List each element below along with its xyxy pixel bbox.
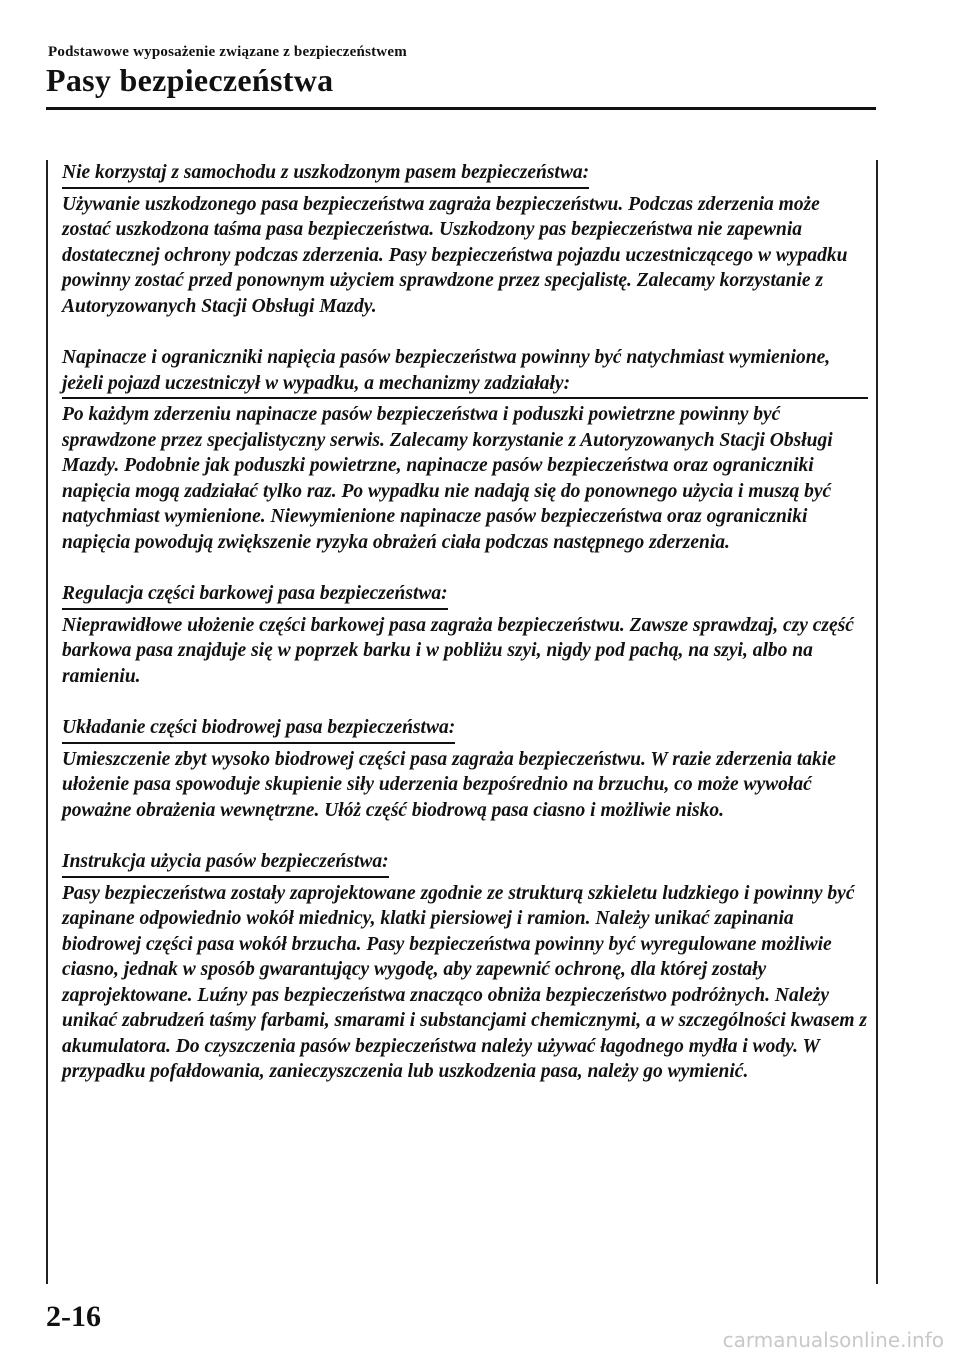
warning-text: Pasy bezpieczeństwa zostały zaprojektowane zgodnie ze strukturą szkieletu ludzkiego i powinny być zapinane odpowiednio wokół miednicy, klatki piersiowej i ramion. Należy unikać zapinania biodrowej części pasa wokół brzucha. Pasy bezpieczeństwa powinny być wyregulowane możliwie ciasno, jednak w sposób gwarantujący wygodę, aby zapewnić ochronę, dla której zostały zaprojektowane. Luźny pas bezpieczeństwa znacząco obniża bezpieczeństwo podróżnych. Należy unikać zabrudzeń taśmy farbami, smarami i substancjami chemicznymi, a w szczególności kwasem z akumulatora. Do czyszczenia pasów bezpieczeństwa należy używać łagodnego mydła i wody. W przypadku pofałdowania, zanieczyszczenia lub uszkodzenia pasa, należy go wymienić. bbox=[62, 882, 867, 1082]
warning-heading: Instrukcja użycia pasów bezpieczeństwa: bbox=[62, 849, 389, 878]
warning-text: Umieszczenie zbyt wysoko biodrowej części pasa zagraża bezpieczeństwu. W razie zderzenia takie ułożenie pasa spowoduje skupienie siły uderzenia bezpośrednio na brzuchu, co może wywołać poważne obrażenia wewnętrzne. Ułóż część biodrową pasa ciasno i możliwie nisko. bbox=[62, 748, 836, 821]
warning-right-bar bbox=[876, 160, 878, 1284]
warning-text: Używanie uszkodzonego pasa bezpieczeństwa zagraża bezpieczeństwu. Podczas zderzenia może zostać uszkodzona taśma pasa bezpieczeństwa. Uszkodzony pas bezpieczeństwa nie zapewnia dostatecznej ochrony podczas zderzenia. Pasy bezpieczeństwa pojazdu uczestniczącego w wypadku powinny zostać przed ponownym użyciem sprawdzone przez specjalistę. Zalecamy korzystanie z Autoryzowanych Stacji Obsługi Mazdy. bbox=[62, 193, 848, 317]
warning-block bbox=[62, 581, 868, 689]
page-number: 2-16 bbox=[46, 1300, 101, 1333]
warning-heading: Układanie części biodrowej pasa bezpieczeństwa: bbox=[62, 715, 455, 744]
header-divider bbox=[46, 107, 876, 110]
warning-heading: Nie korzystaj z samochodu z uszkodzonym pasem bezpieczeństwa: bbox=[62, 160, 589, 189]
warning-left-bar bbox=[46, 160, 48, 1284]
warning-block bbox=[62, 345, 868, 555]
warning-block bbox=[62, 715, 868, 823]
warning-block bbox=[62, 849, 868, 1085]
warning-heading: Napinacze i ograniczniki napięcia pasów bezpieczeństwa powinny być natychmiast wymienione, jeżeli pojazd uczestniczył w wypadku, a mechanizmy zadziałały: bbox=[62, 345, 868, 399]
page-title: Pasy bezpieczeństwa bbox=[46, 62, 334, 98]
warning-box bbox=[62, 160, 868, 1111]
warning-text: Po każdym zderzeniu napinacze pasów bezpieczeństwa i poduszki powietrzne powinny być sprawdzone przez specjalistyczny serwis. Zalecamy korzystanie z Autoryzowanych Stacji Obsługi Mazdy. Podobnie jak poduszki powietrzne, napinacze pasów bezpieczeństwa oraz ograniczniki napięcia mogą zadziałać tylko raz. Po wypadku nie nadają się do ponownego użycia i muszą być natychmiast wymienione. Niewymienione napinacze pasów bezpieczeństwa oraz ograniczniki napięcia powodują zwiększenie ryzyka obrażeń ciała podczas następnego zderzenia. bbox=[62, 404, 833, 553]
watermark: carmanualsonline.info bbox=[722, 1328, 944, 1352]
warning-text: Nieprawidłowe ułożenie części barkowej pasa zagraża bezpieczeństwu. Zawsze sprawdzaj, czy część barkowa pasa znajduje się w poprzek barku i w pobliżu szyi, nigdy pod pachą, na szyi, albo na ramieniu. bbox=[62, 614, 854, 687]
warning-heading: Regulacja części barkowej pasa bezpieczeństwa: bbox=[62, 581, 448, 610]
section-header: Podstawowe wyposażenie związane z bezpieczeństwem bbox=[48, 44, 407, 60]
warning-block bbox=[62, 160, 868, 319]
